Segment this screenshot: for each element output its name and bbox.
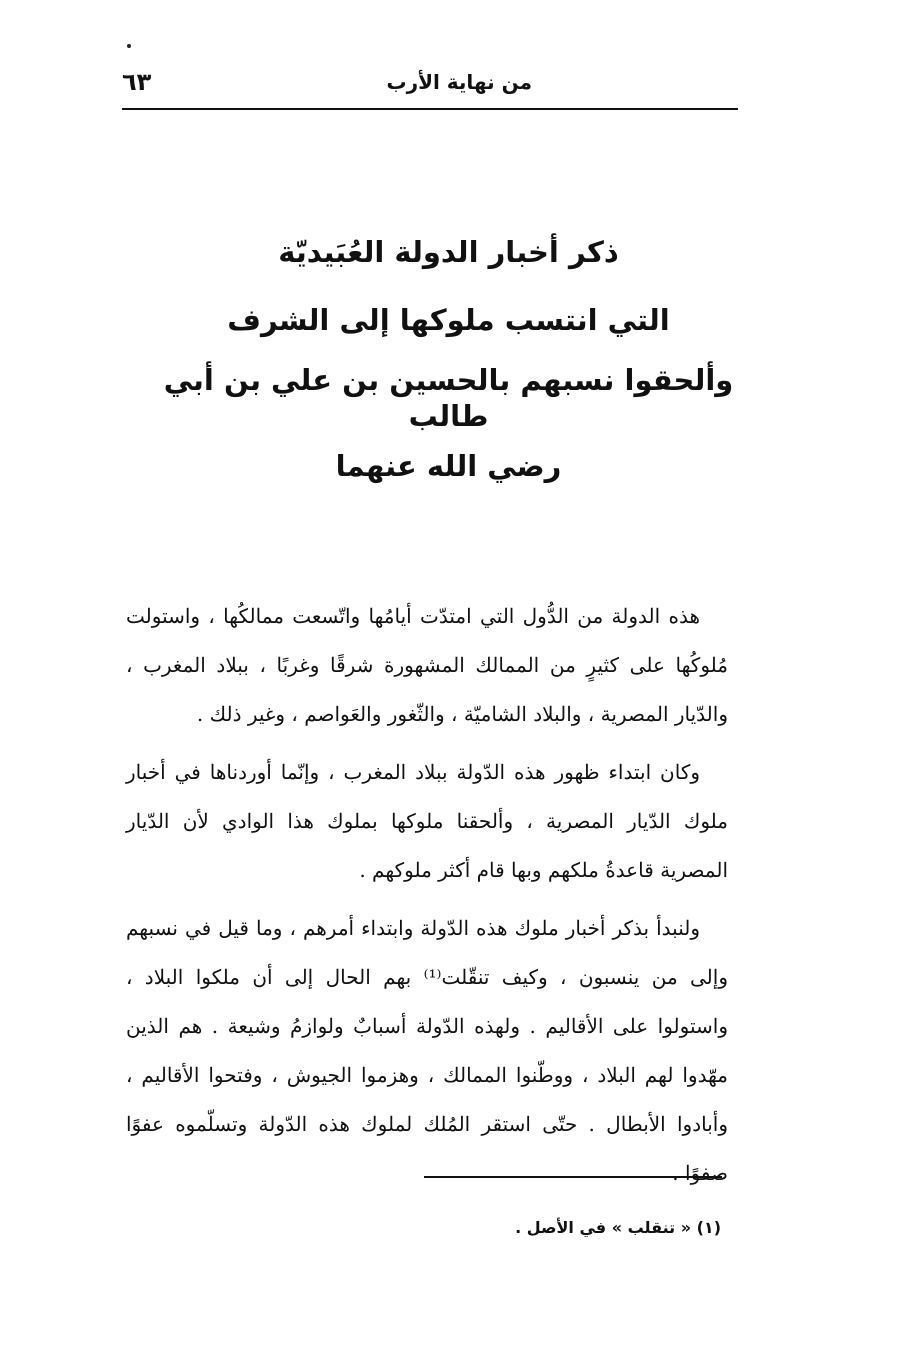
body-text bbox=[126, 592, 728, 1207]
page-number: ٦٣ bbox=[122, 68, 152, 96]
heading-line-1: ذكر أخبار الدولة العُبَيديّة bbox=[278, 235, 619, 269]
running-title: من نهاية الأرب bbox=[386, 70, 532, 94]
footnote: (١) « تنقلب » في الأصل . bbox=[515, 1218, 721, 1237]
paragraph-2: وكان ابتداء ظهور هذه الدّولة ببلاد المغرب ، وإنّما أوردناها في أخبار ملوك الدّيار المصرية ، وألحقنا ملوكها بملوك هذا الوادي لأن الدّيار المصرية قاعدةُ ملكهم وبها قام أكثر ملوكهم . bbox=[126, 760, 728, 882]
paragraph-1: هذه الدولة من الدُّول التي امتدّت أيامُها واتّسعت ممالكُها ، واستولت مُلوكُها على كثيرٍ من الممالك المشهورة شرقًا وغربًا ، ببلاد المغرب ، والدّيار المصرية ، والبلاد الشاميّة ، والثّغور والعَواصم ، وغير ذلك . bbox=[126, 604, 728, 726]
header-rule bbox=[122, 108, 738, 110]
footnote-rule bbox=[424, 1176, 722, 1178]
heading-line-4: رضي الله عنهما bbox=[335, 449, 562, 483]
ink-dot bbox=[127, 44, 131, 48]
heading-line-2: التي انتسب ملوكها إلى الشرف bbox=[227, 303, 670, 337]
page-header bbox=[122, 62, 738, 108]
paragraph-3: ولنبدأ بذكر أخبار ملوك هذه الدّولة وابتداء أمرهم ، وما قيل في نسبهم وإلى من ينسبون ، وكيف تنقّلت⁽¹⁾ بهم الحال إلى أن ملكوا البلاد ، واستولوا على الأقاليم . ولهذه الدّولة أسبابٌ ولوازمُ وشيعة . هم الذين مهّدوا لهم البلاد ، ووطّنوا الممالك ، وهزموا الجيوش ، وفتحوا الأقاليم ، وأبادوا الأبطال . حتّى استقر المُلك لملوك هذه الدّولة وتسلّموه عفوًا صفوًا . bbox=[126, 916, 728, 1185]
heading-line-3: وألحقوا نسبهم بالحسين بن علي بن أبي طالب bbox=[163, 363, 734, 433]
